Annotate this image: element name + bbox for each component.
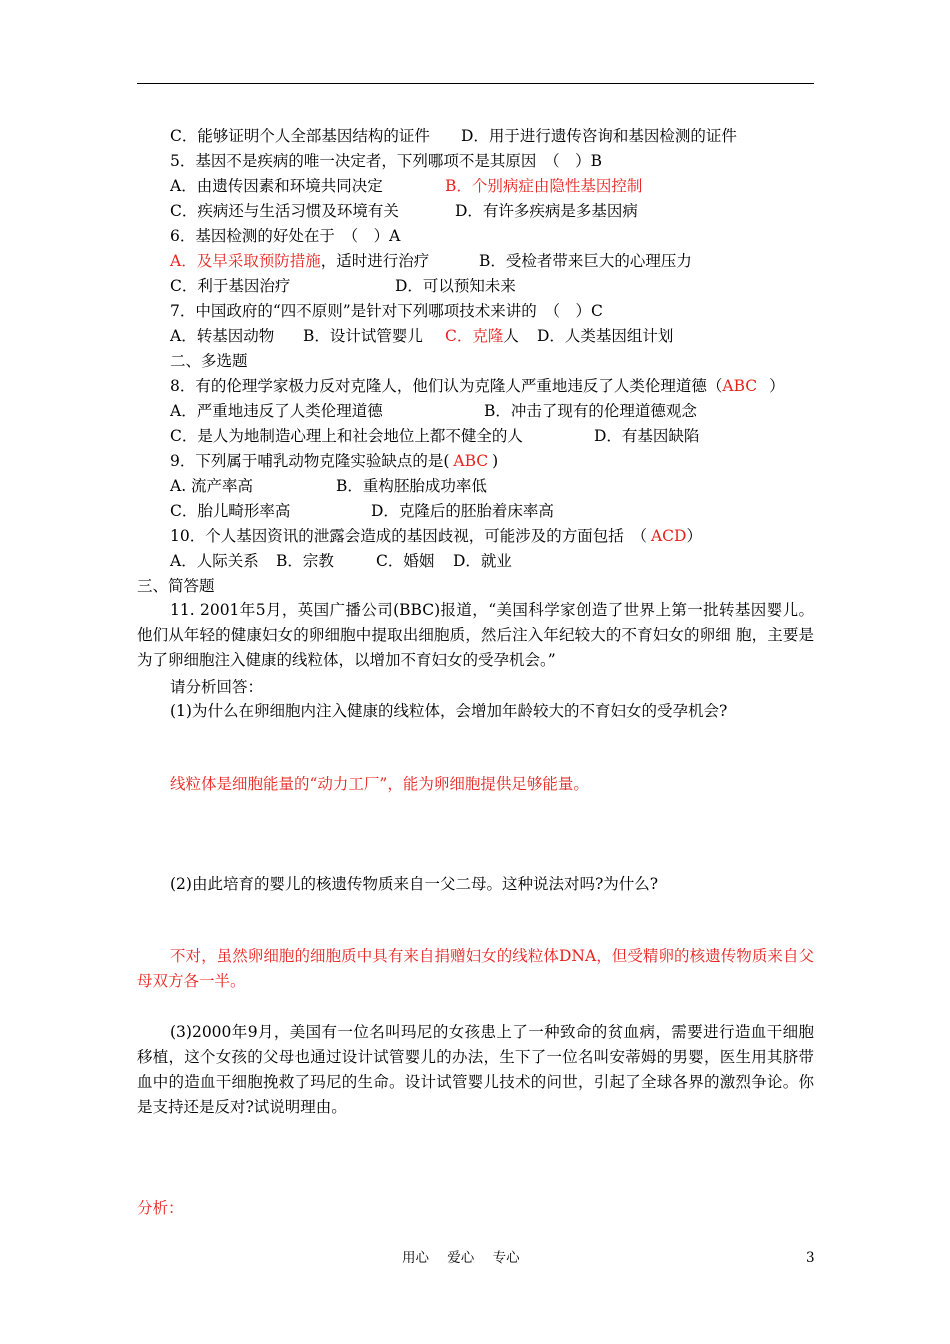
q6-option-c: C．利于基因治疗: [170, 277, 291, 295]
q5-option-a: A．由遗传因素和环境共同决定: [170, 177, 383, 195]
q7-option-c-highlight: C．克隆: [445, 327, 504, 345]
q11-prompt: 请分析回答：: [170, 678, 264, 696]
q8-option-a: A．严重地违反了人类伦理道德: [170, 402, 383, 420]
q10-close: ）: [686, 527, 702, 545]
q11-paragraph: 11. 2001年5月，英国广播公司(BBC)报道，“美国科学家创造了世界上第一批转基因婴儿。他们从年轻的健康妇女的卵细胞中提取出细胞质，然后注入年纪较大的不育妇女的卵细 胞，主要是为了卵细胞注入健康的线粒体，以增加不育妇女的受孕机会。”: [137, 601, 814, 669]
q9-option-c: C．胎儿畸形率高: [170, 502, 291, 520]
q10-option-b: B．宗教: [276, 552, 334, 570]
q10-answer: ACD: [650, 527, 687, 545]
footer-motto-1: 用心: [402, 1250, 429, 1266]
footer-motto: [402, 1249, 520, 1267]
q7-option-b: B．设计试管婴儿: [303, 327, 423, 345]
q4-option-d: D．用于进行遗传咨询和基因检测的证件: [461, 127, 737, 145]
footer-motto-3: 专心: [492, 1250, 520, 1266]
q7-option-d: D．人类基因组计划: [537, 327, 674, 345]
q4-option-c: C．能够证明个人全部基因结构的证件: [170, 127, 430, 145]
q11-2-question: (2)由此培育的婴儿的核遗传物质来自一父二母。这种说法对吗?为什么?: [170, 875, 659, 893]
q11-3-question: (3)2000年9月，美国有一位名叫玛尼的女孩患上了一种致命的贫血病，需要进行造血干细胞移植，这个女孩的父母也通过设计试管婴儿的办法，生下了一位名叫安蒂姆的男婴，医生用其脐带血中的造血干细胞挽救了玛尼的生命。设计试管婴儿技术的问世，引起了全球各界的激烈争论。你是支持还是反对?试说明理由。: [137, 1023, 814, 1116]
q8-stem: [170, 376, 785, 396]
footer-motto-2: 爱心: [447, 1250, 475, 1266]
q8-answer: ABC: [722, 377, 758, 395]
q8-option-c: C．是人为地制造心理上和社会地位上都不健全的人: [170, 427, 523, 445]
q10-option-a: A．人际关系: [170, 552, 259, 570]
q11-1-answer: 线粒体是细胞能量的“动力工厂”，能为卵细胞提供足够能量。: [170, 775, 589, 793]
q9-option-b: B．重构胚胎成功率低: [336, 477, 487, 495]
q9-stem: [170, 451, 498, 471]
q8-option-d: D．有基因缺陷: [594, 427, 700, 445]
q7-stem: 7．中国政府的“四不原则”是针对下列哪项技术来讲的 （ ）C: [170, 302, 603, 320]
q6-option-a-rest: ，适时进行治疗: [320, 252, 430, 270]
q7-option-a: A．转基因动物: [170, 327, 275, 345]
q5-stem: 5．基因不是疾病的唯一决定者，下列哪项不是其原因 （ ）B: [170, 152, 603, 170]
analysis-label: 分析：: [137, 1199, 184, 1217]
q8-option-b: B．冲击了现有的伦理道德观念: [484, 402, 697, 420]
q8-stem-text: 8．有的伦理学家极力反对克隆人，他们认为克隆人严重地违反了人类伦理道德（: [170, 377, 723, 395]
q9-stem-text: 9．下列属于哺乳动物克隆实验缺点的是(: [170, 452, 450, 470]
q9-option-a: A. 流产率高: [170, 477, 254, 495]
q11-1-question: (1)为什么在卵细胞内注入健康的线粒体，会增加年龄较大的不育妇女的受孕机会?: [170, 702, 728, 720]
q6-option-d: D．可以预知未来: [395, 277, 516, 295]
q9-answer: ABC: [453, 452, 489, 470]
q7-option-c-rest: 人: [503, 327, 519, 345]
header-rule: [137, 83, 814, 84]
q9-close: ): [492, 452, 499, 470]
q6-stem: 6．基因检测的好处在于 （ ）A: [170, 227, 401, 245]
q6-option-a-highlight: A．及早采取预防措施: [170, 252, 321, 270]
section-2-heading: 二、多选题: [170, 352, 248, 370]
q5-option-b: B．个别病症由隐性基因控制: [445, 177, 643, 195]
q6-option-a: [170, 251, 429, 271]
q10-stem: [170, 526, 702, 546]
q10-stem-text: 10．个人基因资讯的泄露会造成的基因歧视，可能涉及的方面包括 （: [170, 527, 647, 545]
q5-option-c: C．疾病还与生活习惯及环境有关: [170, 202, 399, 220]
q6-option-b: B．受检者带来巨大的心理压力: [479, 252, 692, 270]
section-3-heading: 三、简答题: [137, 577, 215, 595]
q10-option-d: D．就业: [453, 552, 512, 570]
page-number: 3: [806, 1250, 815, 1266]
q11-2-answer: 不对，虽然卵细胞的细胞质中具有来自捐赠妇女的线粒体DNA，但受精卵的核遗传物质来自父母双方各一半。: [137, 947, 814, 990]
q7-option-c: [445, 326, 519, 346]
q8-close: ）: [769, 377, 785, 395]
q5-option-d: D．有许多疾病是多基因病: [455, 202, 638, 220]
q9-option-d: D．克隆后的胚胎着床率高: [371, 502, 554, 520]
q10-option-c: C．婚姻: [376, 552, 435, 570]
